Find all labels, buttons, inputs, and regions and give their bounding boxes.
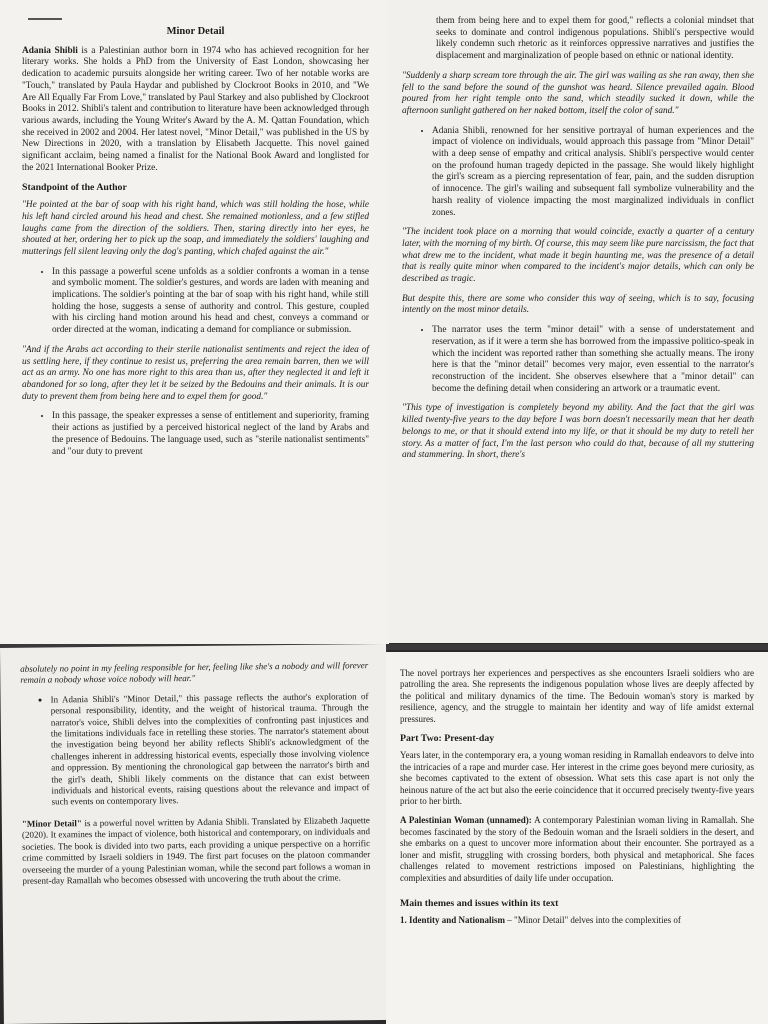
quote-incident: "The incident took place on a morning that would coincide, exactly a quarter of a century later, with the morning of my birth. Of course, this may seem like pure narcissism, the fact that what drew me to the incident, what made it begin haunting me, was the presence of a detail that is really quite minor when compared to the incident's major details, which can only be described as tragic. — [402, 227, 754, 285]
section-heading-themes: Main themes and issues within its text — [400, 897, 559, 909]
page-bottom-right — [386, 652, 768, 1024]
author-intro — [22, 46, 369, 175]
novel-summary-text: is a powerful novel written by Adania Shibli. Translated by Elizabeth Jaquette (2020). It examines the impact of violence, both historical and contemporary, on individuals and societies. The book is divided into two parts, each providing a unique perspective on a horrific crime committed by Israeli soldiers in 1949. The first part focuses on the platoon commander overseeing the murder of a young Palestinian woman, while the second part follows a woman in present-day Ramallah who becomes obsessed with uncovering the truth about the crime. — [21, 815, 371, 886]
continuation-paragraph: them from being here and to expel them for good," reflects a colonial mindset that seeks to dominate and control indigenous populations. Shibli's perspective would likely condemn such rhetoric as it reinforces oppressive narratives and justifies the displacement and marginalization of people based on ethnic or national identity. — [436, 16, 754, 62]
quote-arabs: "And if the Arabs act according to their sterile nationalist sentiments and reject the idea of us settling here, if they continue to resist us, preferring the area remain barren, then we will act as an army. No one has more right to this area than us, after they neglected it and left it abandoned for so long, after they let it be seized by the Bedouins and their animals. It is our duty to prevent them from being here and to expel them for good." — [22, 344, 369, 402]
quote-despite: But despite this, there are some who consider this way of seeing, which is to say, focusing intently on the most minor details. — [402, 293, 754, 316]
page-top-right — [388, 0, 768, 643]
bullet-item: • In Adania Shibli's "Minor Detail," this passage reflects the author's exploration of personal responsibility, identity, and the weight of historical trauma. Through the narrator's voice, Shibli delves into the complexities of confronting past injustices and the limitations individuals face in retelling these stories. The narrator's statement about the investigation being beyond her ability reflects Shibli's acknowledgment of the challenges inherent in addressing historical events, especially those involving violence and oppression. By mentioning the chronological gap between the narrator's birth and the girl's death, Shibli likely comments on the distance that can exist between individuals and historical events, raising questions about the relevance and impact of such events on contemporary lives. — [50, 691, 369, 808]
character-name: A Palestinian Woman (unnamed): — [400, 815, 532, 826]
bullet-item: • In this passage a powerful scene unfolds as a soldier confronts a woman in a tense and symbolic moment. The soldier's gestures, and words are laden with meaning and implications. The soldier's pointing at the bar of soap with his right hand, while still holding the hose, suggests a sense of authority and control. This gesture, coupled with his circling hand motion around his head and chest, conveys a command or order directed at the woman, indicating a demand for compliance or submission. — [52, 267, 369, 337]
theme-text: – "Minor Detail" delves into the complexities of — [505, 915, 681, 926]
page-bottom-left — [0, 644, 390, 1024]
present-day-paragraph: Years later, in the contemporary era, a young woman residing in Ramallah endeavors to delve into the intricacies of a rape and murder case. Her interest in the crime goes beyond mere curiosity, as she becomes captivated to the extent of obsession. What sets this case apart is not only the heinous nature of the act but also the eerie coincidence that it occurred precisely twenty-five years prior to her birth. — [400, 750, 754, 807]
bullet-list — [22, 267, 369, 337]
bullet-list — [20, 691, 369, 809]
page-top-left — [0, 0, 389, 645]
section-heading-standpoint: Standpoint of the Author — [22, 182, 127, 194]
character-text: A contemporary Palestinian woman living in Ramallah. She becomes fascinated by the story of the Bedouin woman and the Israeli soldiers in the desert, and she embarks on a quest to uncover more information about their encounter. She portrayed as a loner and misfit, struggling with crossing borders, both physical and metaphorical. She faces challenges related to movement restrictions imposed on Palestinians, highlighting the complexities and absurdities of daily life under occupation. — [400, 815, 754, 883]
quote-soap: "He pointed at the bar of soap with his right hand, which was still holding the hose, while his left hand circled around his head and chest. She remained motionless, and a few stifled laughs came from the direction of the soldiers. Then, staring directly into her eyes, he shouted at her, ordering her to pick up the soap, and immediately the soldiers' laughing and mutterings fell silent leaving only the dog's panting, which chafed against the air." — [22, 200, 369, 257]
quote-continuation: absolutely no point in my feeling responsible for her, feeling like she's a nobody and will forever remain a nobody whose voice nobody will hear." — [20, 660, 369, 686]
bullet-list — [22, 411, 369, 458]
pen-mark — [28, 18, 62, 20]
character-paragraph — [400, 815, 754, 883]
author-intro-text: is a Palestinian author born in 1974 who has achieved recognition for her literary works. She holds a PhD from the University of East London, showcasing her dedication to academic pursuits alongside her writing career. Two of her notable works are "Touch," translated by Paula Haydar and published by Clockroot Books in 2010, and "We Are All Equally Far From Love," translated by Paul Starkey and also published by Clockroot Books in 2012. Shibli's talent and contribution to literature have been acknowledged through various awards, including the Young Writer's Award by the A. M. Qattan Foundation, which she received in 2002 and 2004. Her latest novel, "Minor Detail," was published in the US by New Directions in 2020, with a translation by Elisabeth Jacquette. This novel gained significant acclaim, being named a finalist for the National Book Award and longlisted for the 2021 International Booker Prize. — [22, 45, 369, 173]
bullet-item: • Adania Shibli, renowned for her sensitive portrayal of human experiences and the impact of violence on individuals, would approach this passage from "Minor Detail" with a deep sense of empathy and critical analysis. Shibli's perspective would center on the profound human tragedy depicted in the passage. She would likely highlight the girl's scream as a piercing representation of fear, pain, and the sudden disruption of innocence. The girl's wailing and subsequent fall symbolize vulnerability and the harsh reality of violence impacting the most marginalized individuals in conflict zones. — [432, 126, 754, 220]
author-name: Adania Shibli — [22, 45, 78, 56]
quote-investigation: "This type of investigation is completely beyond my ability. And the fact that the girl was killed twenty-five years to the day before I was born doesn't necessarily mean that her death belongs to me, or that it should extend into my life, or that it should be my duty to retell her story. As a matter of fact, I'm the last person who could do that, because of all my stuttering and stammering. In short, there's — [402, 403, 754, 461]
quote-scream: "Suddenly a sharp scream tore through the air. The girl was wailing as she ran away, then she fell to the sand before the sound of the gunshot was heard. Silence prevailed again. Blood poured from her right temple onto the sand, which steadily sucked it down, while the afternoon sunlight gathered on her naked bottom, itself the color of sand." — [402, 70, 754, 116]
novel-summary — [22, 815, 371, 887]
section-heading-part-two: Part Two: Present-day — [400, 733, 495, 745]
novel-title: "Minor Detail" — [21, 818, 82, 829]
bullet-item: • In this passage, the speaker expresses a sense of entitlement and superiority, framing their actions as justified by a perceived historical neglect of the land by Arabs and the presence of Bedouins. The language used, such as "sterile nationalist sentiments" and "our duty to prevent — [52, 411, 369, 458]
bedouin-paragraph: The novel portrays her experiences and perspectives as she encounters Israeli soldiers who are patrolling the area. She represents the indigenous population whose lives are deeply affected by the political and military dynamics of the time. The Bedouin woman's story is marked by resilience, agency, and the struggle to maintain her identity and way of life amidst external pressures. — [400, 668, 754, 724]
bullet-list — [402, 126, 754, 220]
bullet-list — [402, 325, 754, 395]
theme-title: 1. Identity and Nationalism — [400, 915, 506, 926]
theme-paragraph — [400, 915, 754, 926]
bullet-item: • The narrator uses the term "minor detail" with a sense of understatement and reservation, as if it were a term she has borrowed from the impassive politico-speak in which the incident was reported rather than something she actually means. The irony here is that the "minor detail" becomes very major, even essential to the narrator's reconstruction of the incident. She observes elsewhere that a "minor detail" can become the defining detail when considering an artwork or a traumatic event. — [432, 325, 754, 395]
page-title: Minor Detail — [166, 26, 225, 37]
